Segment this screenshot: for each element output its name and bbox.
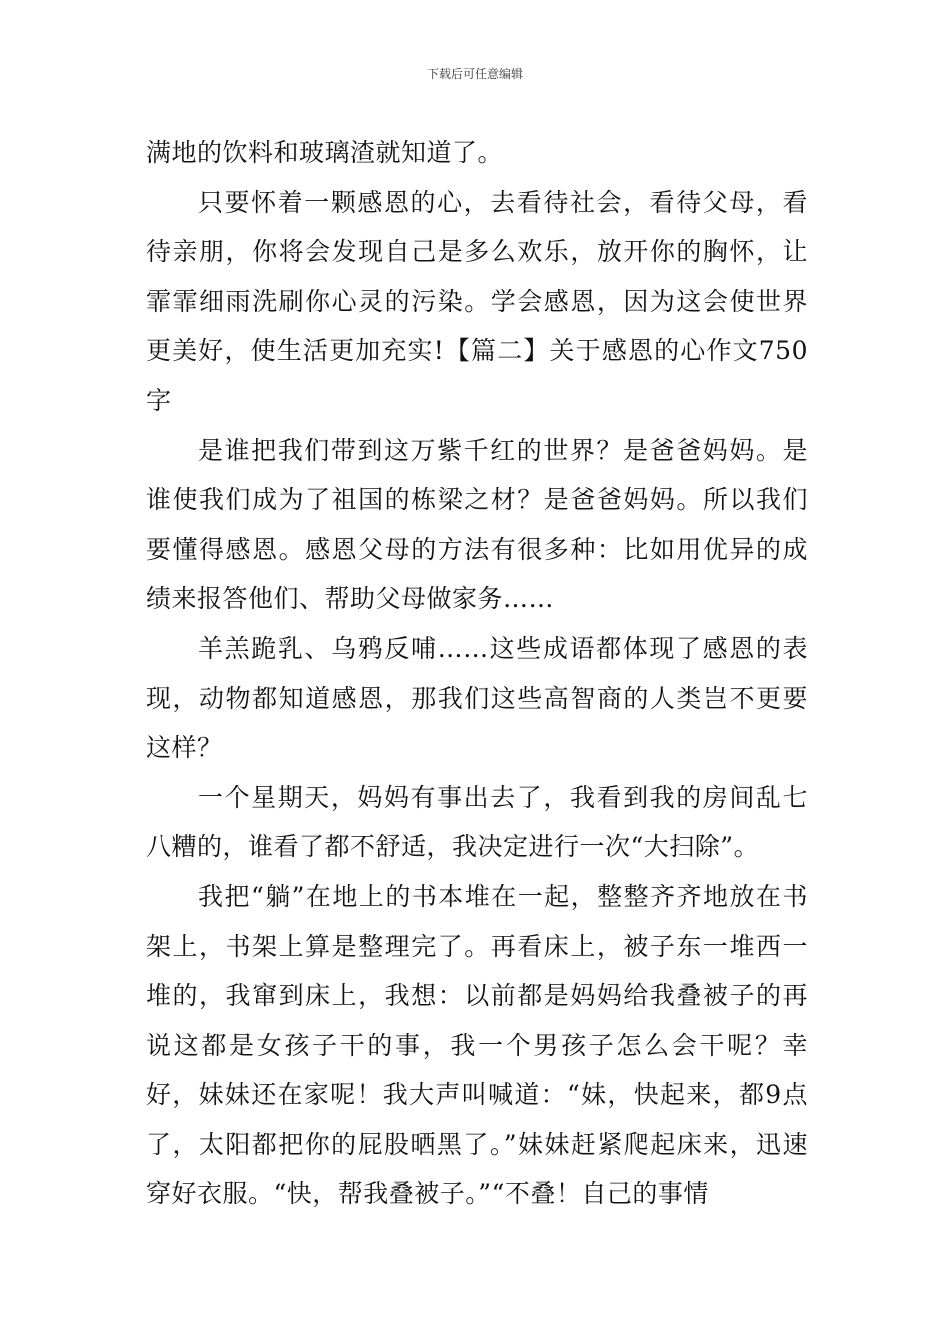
document-body [146, 128, 808, 1219]
paragraph-gratitude-summary: 只要怀着一颗感恩的心，去看待社会，看待父母，看待亲朋，你将会发现自己是多么欢乐，放开你的胸怀，让霏霏细雨洗刷你心灵的污染。学会感恩，因为这会使世界更美好，使生活更加充实!【篇二】关于感恩的心作文750字 [146, 187, 808, 415]
paragraph-continuation: 满地的饮料和玻璃渣就知道了。 [146, 138, 504, 167]
page-header: 下载后可任意编辑 [426, 67, 523, 81]
paragraph-sunday: 一个星期天，妈妈有事出去了，我看到我的房间乱七八糟的，谁看了都不舒适，我决定进行一次“大扫除”。 [146, 782, 808, 862]
paragraph-cleaning: 我把“躺”在地上的书本堆在一起，整整齐齐地放在书架上，书架上算是整理完了。再看床上，被子东一堆西一堆的，我窜到床上，我想：以前都是妈妈给我叠被子的再说这都是女孩子干的事，我一个男孩子怎么会干呢？幸好，妹妹还在家呢！我大声叫喊道：“妹，快起来，都9点了，太阳都把你的屁股晒黑了。”妹妹赶紧爬起床来，迅速穿好衣服。“快，帮我叠被子。”“不叠！自己的事情 [146, 881, 808, 1209]
paragraph-idioms: 羊羔跪乳、乌鸦反哺……这些成语都体现了感恩的表现，动物都知道感恩，那我们这些高智商的人类岂不更要这样？ [146, 633, 808, 763]
paragraph-parents: 是谁把我们带到这万紫千红的世界？是爸爸妈妈。是谁使我们成为了祖国的栋梁之材？是爸爸妈妈。所以我们要懂得感恩。感恩父母的方法有很多种：比如用优异的成绩来报答他们、帮助父母做家务…… [146, 435, 808, 614]
